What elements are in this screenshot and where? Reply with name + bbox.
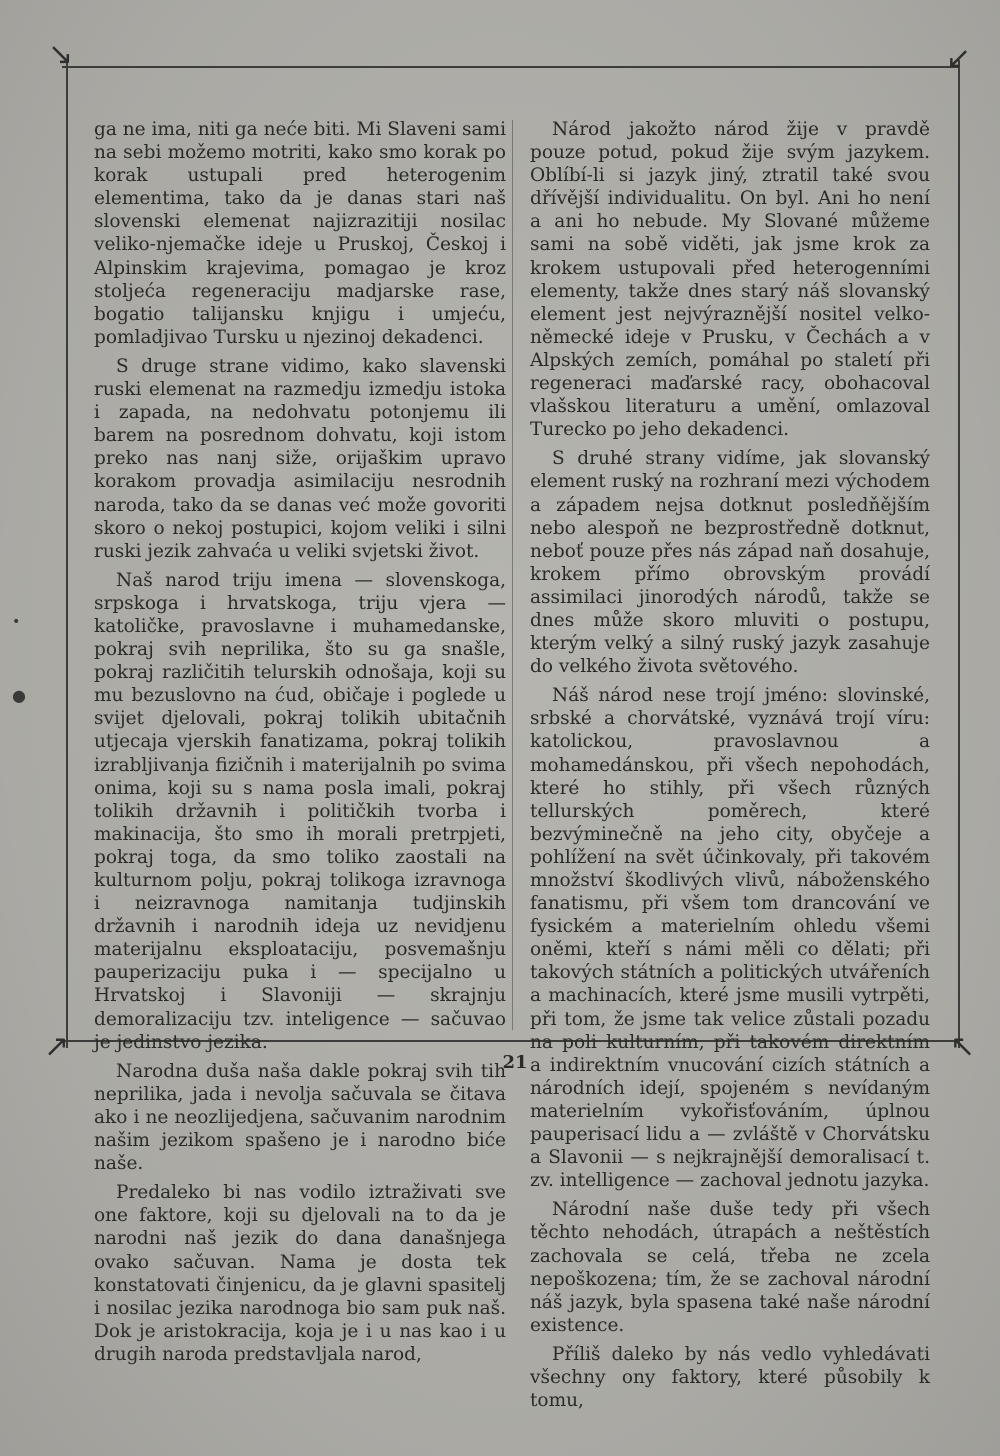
paragraph: Národ jakožto národ žije v pravdě pouze potud, pokud žije svým jazykem. Oblíbí-li si jazyk jiný, ztratil také svou dřívější individualitu. On byl. Ani ho není a ani ho nebude. My Slované můžeme sami na sobě viděti, jak jsme krok za krokem ustupovali před heterogenními elementy, takže dnes starý náš slovanský element jest nejvýraznější nositel velko-německé ideje v Prusku, v Čechách a v Alpských zemích, pomáhal po staletí při regeneraci maďarské racy, obohacoval vlašskou literaturu a umění, omlazoval Turecko po jeho dekadenci. (530, 119, 930, 441)
paragraph: Predaleko bi nas vodilo iztraživati sve one faktore, koji su djelovali na to da je narodni naš jezik do dana današnjega ovako sačuvan. Nama je dosta tek konstatovati činjenicu, da je glavni spasitelj i nosilac jezika narodnoga bio sam puk naš. Dok je aristokracija, koja je i u nas kao i u drugih naroda predstavljala narod, (94, 1182, 506, 1365)
paragraph: S druge strane vidimo, kako slavenski ruski elemenat na razmedju izmedju istoka i zapada, na nedohvatu potonjemu ili barem na posrednom dohvatu, koji istom preko nas nanj siže, orijaškim upravo korakom provadja asimilaciju nesrodnih naroda, tako da se danas već može govoriti skoro o nekoj postupici, kojom veliki i silni ruski jezik zahvaća u veliki svjetski život. (94, 355, 506, 562)
frame-line-top (62, 66, 960, 68)
right-column-czech (530, 118, 930, 1412)
column-divider (512, 120, 513, 1030)
corner-mark-top-right-icon: ↙ (946, 41, 972, 76)
left-column-croatian (94, 118, 506, 1366)
paragraph: ga ne ima, niti ga neće biti. Mi Slaveni sami na sebi možemo motriti, kako smo korak po korak ustupali pred heterogenim elementima, tako da je danas stari naš slovenski elemenat najizrazitiji nosilac veliko-njemačke ideje u Pruskoj, Českoj i Alpinskim krajevima, pomagao je kroz stoljeća regeneraciju madjarske rase, bogatio talijansku knjigu i umjeću, pomladjivao Tursku u njezinoj dekadenci. (94, 119, 506, 348)
paragraph: Naš narod triju imena — slovenskoga, srpskoga i hrvatskoga, triju vjera — katoličke, pravoslavne i muhamedanske, pokraj svih neprilika, što su ga snašle, pokraj različitih telurskih odnošaja, koji su mu bezuslovno na ćud, običaje i poglede u svijet djelovali, pokraj tolikih ubitačnih utjecaja vjerskih fanatizama, pokraj tolikih izrabljivanja fizičnih i materijalnih po svima onima, koji su s nama posla imali, pokraj tolikih državnih i političkih tvorba i makinacija, što smo ih morali pretrpjeti, pokraj toga, da smo toliko zaostali na kulturnom polju, pokraj tolikoga izravnoga i neizravnoga namitanja tudjinskih državnih i narodnih ideja uz nevidjenu materijalnu eksploataciju, posvemašnju pauperizaciju puka i — specijalno u Hrvatskoj i Slavoniji — skrajnju demoralizaciju tzv. inteligence — sačuvao je jedinstvo jezika. (94, 569, 506, 1053)
corner-mark-bottom-right-icon: ↖ (950, 1029, 976, 1064)
paragraph: Národní naše duše tedy při všech těchto nehodách, útrapách a neštěstích zachovala se celá, třeba ne zcela nepoškozena; tím, že se zachoval národní náš jazyk, byla spasena také naše národní existence. (530, 1199, 930, 1336)
paragraph: Narodna duša naša dakle pokraj svih tih neprilika, jada i nevolja sačuvala se čitava ako i ne neozlijedjena, sačuvanim narodnim našim jezikom spašeno je i narodno biće naše. (94, 1060, 506, 1175)
margin-blot-icon: ● (12, 686, 26, 705)
page-number: 21 (502, 1052, 528, 1073)
frame-line-right (958, 60, 960, 1048)
frame-line-left (66, 60, 68, 1048)
margin-dot-icon: • (12, 614, 21, 630)
paragraph: Příliš daleko by nás vedlo vyhledávati všechny ony faktory, které působily k tomu, (530, 1343, 930, 1412)
paragraph: Náš národ nese trojí jméno: slovinské, srbské a chorvátské, vyznává trojí víru: katolickou, pravoslavnou a mohamedánskou, při všech nepohodách, které ho stihly, při všech různých tellurských poměrech, které bezvýminečně na jeho city, obyčeje a pohlížení na svět účinkovaly, při takovém množství škodlivých vlivů, náboženského fanatismu, při všem tom drancování ve fysickém a materielním ohledu všemi oněmi, kteří s námi měli co dělati; při takových státních a politických utvářeních a machinacích, které jsme musili vytrpěti, při tom, že jsme tak velice zůstali pozadu na poli kulturním, při takovém direktním a indirektním vnucování cizích státních a národních idejí, spojeném s nevídaným materielním vykořisťováním, úplnou pauperisací lidu a — zvláště v Chorvátsku a Slavonii — s nejkrajnější demoralisací t. zv. intelligence — zachoval jednotu jazyka. (530, 685, 930, 1192)
paragraph: S druhé strany vidíme, jak slovanský element ruský na rozhraní mezi východem a západem nejsa dotknut posledňějším nebo alespoň ne bezprostředně dotknut, neboť pouze přes nás západ naň dosahuje, krokem přímo obrovským provádí assimilaci jinorodých národů, takže se dnes může skoro mluviti o postupu, kterým velký a silný ruský jazyk zasahuje do velkého života světového. (530, 448, 930, 678)
corner-mark-top-left-icon: ↘ (48, 37, 74, 72)
corner-mark-bottom-left-icon: ↗ (44, 1029, 70, 1064)
